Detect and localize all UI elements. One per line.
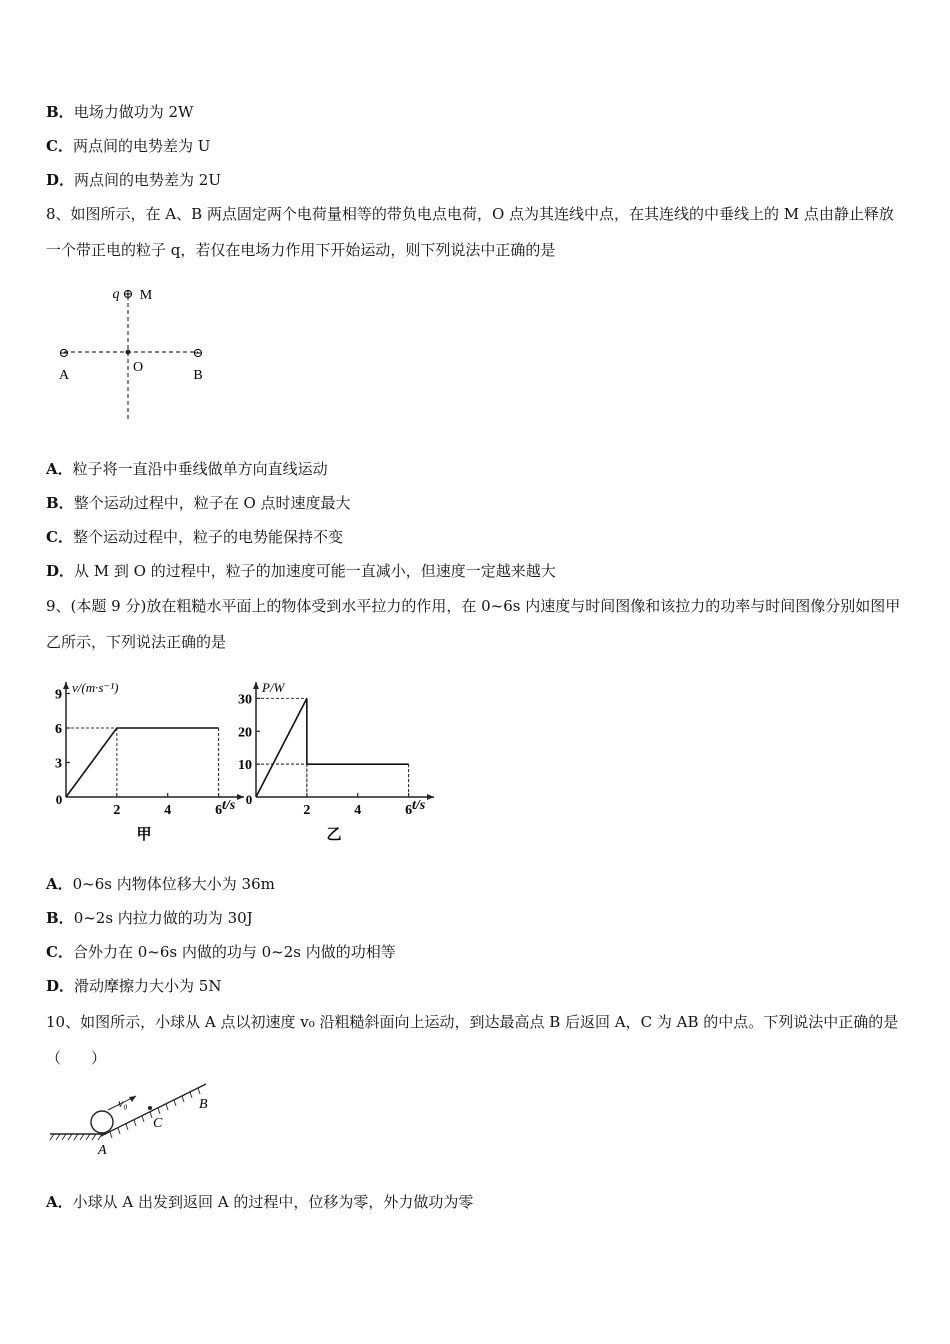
q8-figure [50,280,220,425]
x-tick-label: 4 [164,803,172,818]
series-line [66,728,219,797]
y-tick-label: 30 [238,692,252,708]
power-time-chart [238,670,448,850]
q9-stem: 9、(本题 9 分)放在粗糙水平面上的物体受到水平拉力的作用，在 0~6s 内速度与时间图像和该拉力的功率与时间图像分别如图甲乙所示，下列说法正确的是 [46,597,901,651]
q7-option-b: B．电场力做功为 2W [46,103,194,121]
point-o [126,350,131,355]
y-tick-label: 10 [238,758,252,774]
x-axis-arrow-icon [427,794,434,800]
origin-label: 0 [245,792,253,807]
q8-option-d: D．从 M 到 O 的过程中，粒子的加速度可能一直减小，但速度一定越来越大 [46,562,556,580]
y-axis-arrow-icon [63,682,69,689]
q9-option-d: D．滑动摩擦力大小为 5N [46,977,222,995]
q8-option-b: B．整个运动过程中，粒子在 O 点时速度最大 [46,494,351,512]
y-tick-label: 9 [55,687,62,703]
y-tick-label: 3 [55,756,62,772]
q9-option-b: B．0~2s 内拉力做的功为 30J [46,909,253,927]
y-axis-label: P/W [262,680,285,695]
label-m: M [139,288,153,303]
origin-label: 0 [55,792,63,807]
label-a: A [58,368,70,383]
q8-stem: 8、如图所示，在 A、B 两点固定两个电荷量相等的带负电点电荷，O 点为其连线中点，在其连线的中垂线上的 M 点由静止释放一个带正电的粒子 q，若仅在电场力作用下开始运动，则下列说法中正确的是 [46,205,894,259]
x-tick-label: 6 [405,803,413,818]
y-tick-label: 6 [55,722,62,737]
q7-option-d: D．两点间的电势差为 2U [46,171,221,189]
q9-option-c: C．合外力在 0~6s 内做的功与 0~2s 内做的功相等 [46,943,396,961]
charge-a-icon: ⊖ [58,345,70,360]
ball-icon [91,1111,113,1133]
label-b: B [193,368,203,383]
y-axis-arrow-icon [253,682,259,689]
y-axis-label: v/(m·s⁻¹) [72,680,119,695]
x-axis-label: t/s [222,798,236,813]
q10-option-a: A．小球从 A 出发到返回 A 的过程中，位移为零，外力做功为零 [46,1193,474,1211]
velocity-time-chart [48,670,248,850]
x-tick-label: 4 [354,803,362,818]
label-a: A [98,1143,107,1158]
q10-incline-figure [46,1080,221,1160]
x-axis-label: t/s [412,798,426,813]
q8-option-a: A．粒子将一直沿中垂线做单方向直线运动 [46,460,328,478]
series-line [256,698,409,797]
q8-option-c: C．整个运动过程中，粒子的电势能保持不变 [46,528,343,546]
x-tick-label: 2 [113,803,121,818]
chart-title: 乙 [326,827,342,843]
label-v0: v₀ [118,1096,128,1110]
charge-q-icon: ⊕ [122,286,134,301]
q9-option-a: A．0~6s 内物体位移大小为 36m [46,875,275,893]
label-q: q [112,287,120,302]
point-c [148,1106,152,1110]
label-o: O [132,360,144,375]
q10-stem: 10、如图所示，小球从 A 点以初速度 v₀ 沿粗糙斜面向上运动，到达最高点 B 后返回 A，C 为 AB 的中点。下列说法中正确的是（ ） [46,1013,899,1067]
q7-option-c: C．两点间的电势差为 U [46,137,211,155]
charge-b-icon: ⊖ [192,345,204,360]
y-tick-label: 20 [238,725,252,741]
chart-title: 甲 [136,827,152,843]
x-tick-label: 6 [215,803,223,818]
x-tick-label: 2 [303,803,311,818]
label-b: B [199,1097,208,1112]
label-c: C [153,1116,163,1131]
